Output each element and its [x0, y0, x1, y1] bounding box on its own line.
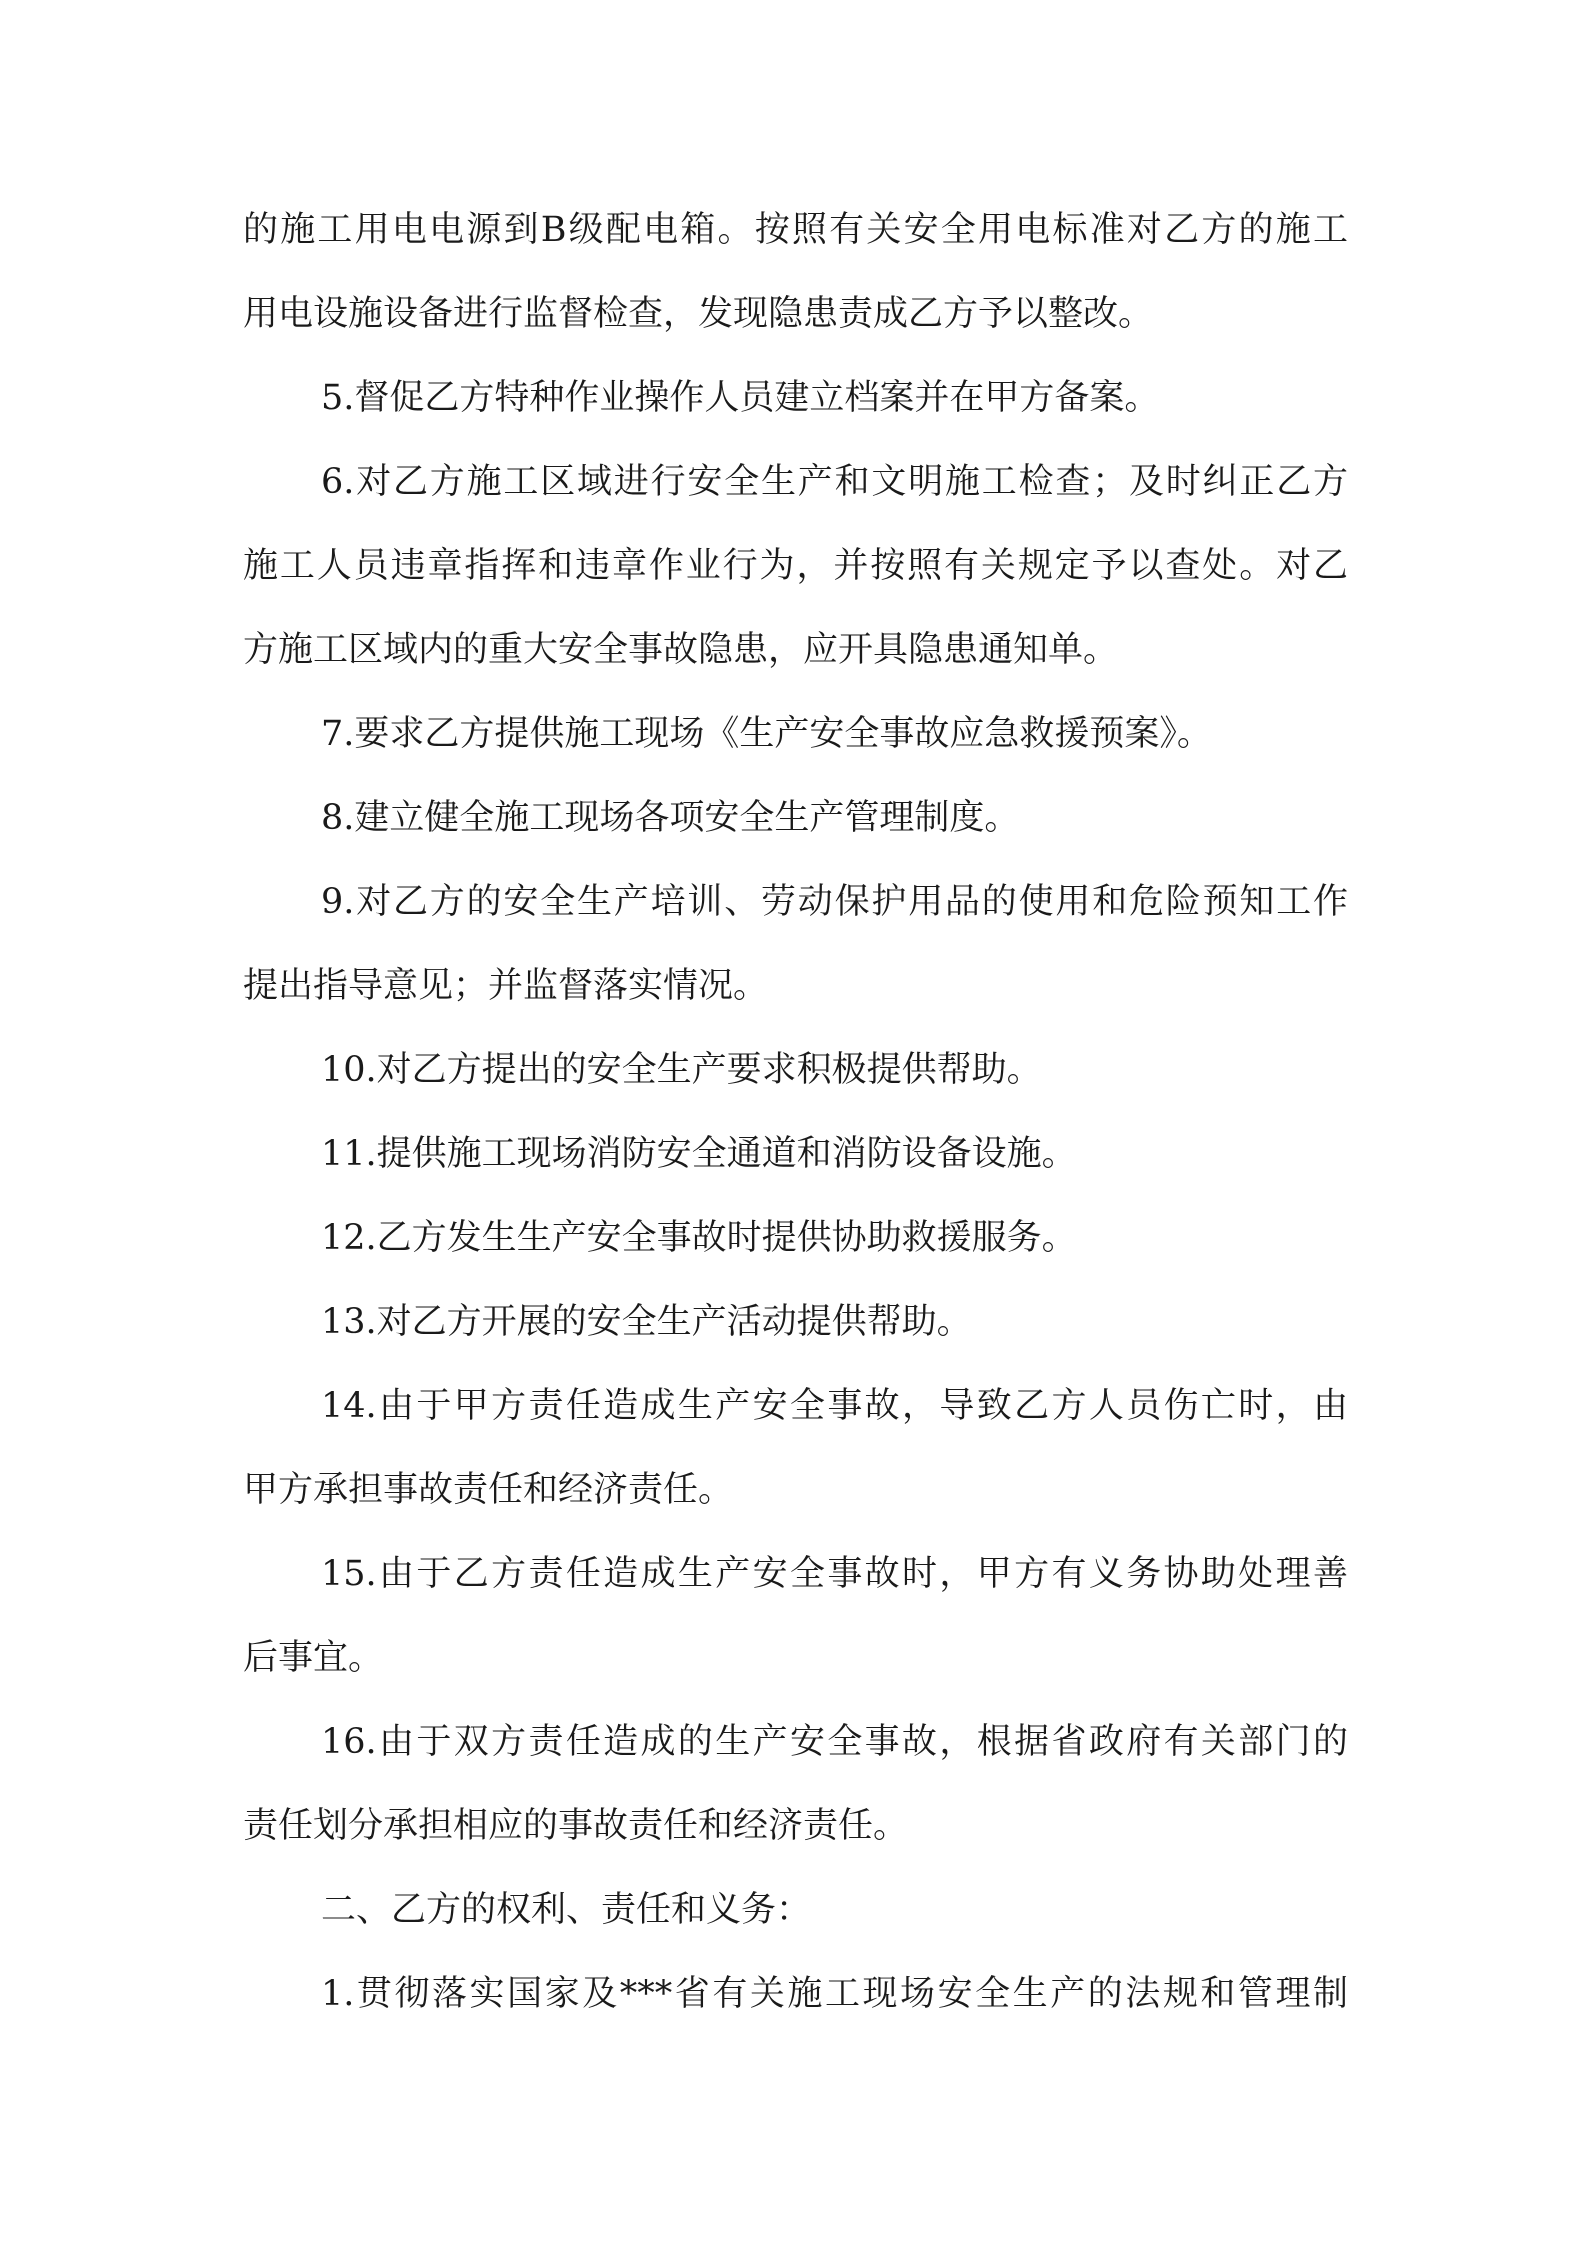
list-item: 15.由于乙方责任造成生产安全事故时，甲方有义务协助处理善: [321, 1554, 1348, 1594]
list-item: 13.对乙方开展的安全生产活动提供帮助。: [321, 1302, 972, 1342]
text-line: 提出指导意见；并监督落实情况。: [243, 966, 769, 1006]
list-item: 5.督促乙方特种作业操作人员建立档案并在甲方备案。: [321, 378, 1160, 418]
list-item: 16.由于双方责任造成的生产安全事故，根据省政府有关部门的: [321, 1722, 1348, 1762]
text-line: 后事宜。: [243, 1638, 384, 1678]
text-line: 施工人员违章指挥和违章作业行为，并按照有关规定予以查处。对乙: [243, 546, 1348, 586]
text-line: 方施工区域内的重大安全事故隐患，应开具隐患通知单。: [243, 630, 1119, 670]
text-line: 甲方承担事故责任和经济责任。: [243, 1470, 734, 1510]
list-item: 7.要求乙方提供施工现场《生产安全事故应急救援预案》。: [321, 714, 1212, 754]
text-line: 责任划分承担相应的事故责任和经济责任。: [243, 1806, 909, 1846]
text-line: 的施工用电电源到B级配电箱。按照有关安全用电标准对乙方的施工: [243, 210, 1348, 250]
list-item: 11.提供施工现场消防安全通道和消防设备设施。: [321, 1134, 1077, 1174]
list-item: 1.贯彻落实国家及***省有关施工现场安全生产的法规和管理制: [321, 1974, 1348, 2014]
list-item: 10.对乙方提出的安全生产要求积极提供帮助。: [321, 1050, 1042, 1090]
list-item: 6.对乙方施工区域进行安全生产和文明施工检查；及时纠正乙方: [321, 462, 1348, 502]
list-item: 9.对乙方的安全生产培训、劳动保护用品的使用和危险预知工作: [321, 882, 1348, 922]
section-heading: 二、乙方的权利、责任和义务：: [321, 1890, 812, 1930]
text-line: 用电设施设备进行监督检查，发现隐患责成乙方予以整改。: [243, 294, 1154, 334]
list-item: 14.由于甲方责任造成生产安全事故，导致乙方人员伤亡时，由: [321, 1386, 1348, 1426]
list-item: 8.建立健全施工现场各项安全生产管理制度。: [321, 798, 1020, 838]
list-item: 12.乙方发生生产安全事故时提供协助救援服务。: [321, 1218, 1077, 1258]
